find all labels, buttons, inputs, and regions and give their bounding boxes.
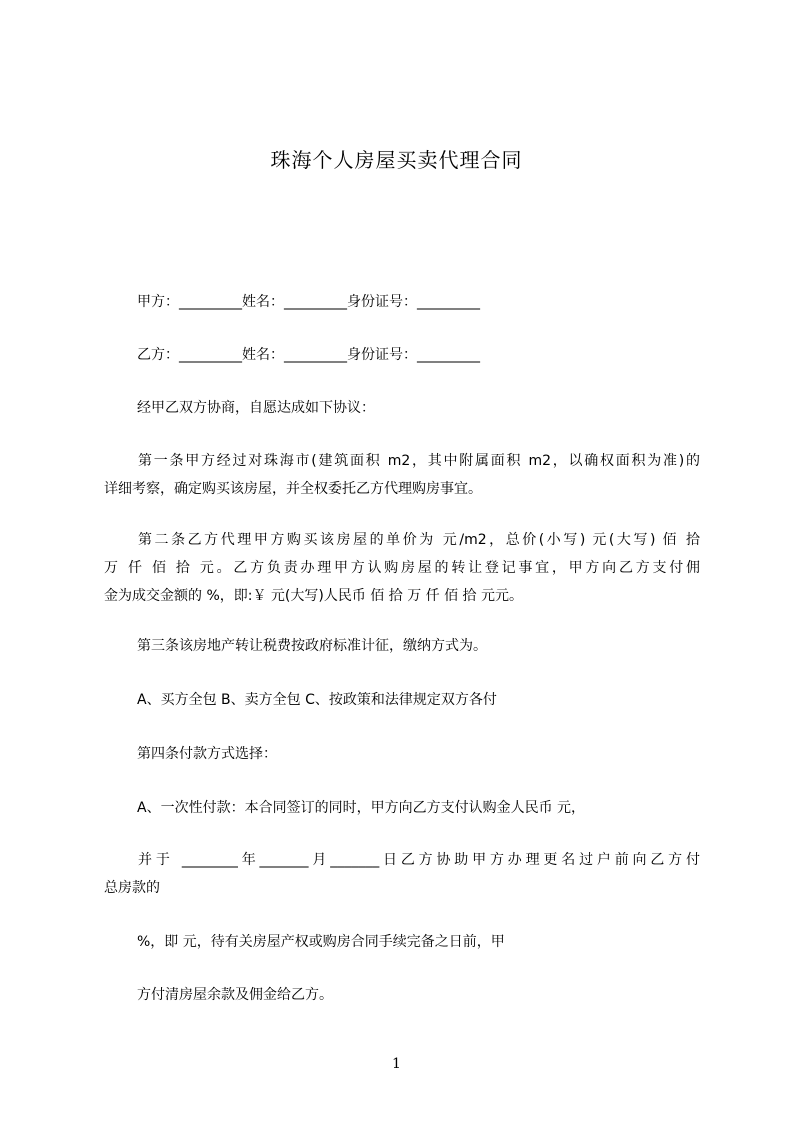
article-3-line: 第三条该房地产转让税费按政府标准计征，缴纳方式为。 — [137, 638, 487, 654]
article-1-line-2: 详细考察，确定购买该房屋，并全权委托乙方代理购房事宜。 — [104, 481, 482, 497]
option-a-continuation-paragraph — [104, 846, 700, 902]
option-a-line: A、一次性付款：本合同签订的同时，甲方向乙方支付认购金人民币 元， — [137, 800, 586, 816]
page-number: 1 — [392, 1056, 401, 1072]
article-2-line-3: 金为成交金额的 %，即:￥ 元(大写)人民币 佰 拾 万 仟 佰 拾 元元。 — [104, 588, 523, 604]
option-a-continuation-line-1: 并于 ________年_______月_______日乙方协助甲方办理更名过户前向乙方付 — [138, 852, 700, 868]
option-a-percent-line: %，即 元，待有关房屋产权或购房合同手续完备之日前，甲 — [137, 934, 505, 950]
party-a-line: 甲方：_________姓名：_________身份证号：_________ — [137, 294, 480, 310]
preamble-line: 经甲乙双方协商，自愿达成如下协议： — [137, 400, 375, 416]
contract-title: 珠海个人房屋买卖代理合同 — [270, 148, 523, 172]
article-2-line-2: 万 仟 佰 拾 元。乙方负责办理甲方认购房屋的转让登记事宜，甲方向乙方支付佣 — [104, 560, 700, 576]
article-1-line-1: 第一条甲方经过对珠海市(建筑面积 m2，其中附属面积 m2，以确权面积为准)的 — [138, 453, 700, 469]
article-3-options-line: A、买方全包 B、卖方全包 C、按政策和法律规定双方各付 — [137, 692, 497, 708]
party-b-line: 乙方：_________姓名：_________身份证号：_________ — [137, 347, 480, 363]
article-2-paragraph — [104, 526, 700, 610]
article-2-line-1: 第二条乙方代理甲方购买该房屋的单价为 元/m2，总价(小写) 元(大写) 佰 拾 — [138, 532, 700, 548]
option-a-continuation-line-2: 总房款的 — [104, 880, 160, 896]
article-4-line: 第四条付款方式选择： — [137, 746, 277, 762]
article-1-paragraph — [104, 447, 700, 503]
option-a-final-line: 方付清房屋余款及佣金给乙方。 — [137, 987, 333, 1003]
